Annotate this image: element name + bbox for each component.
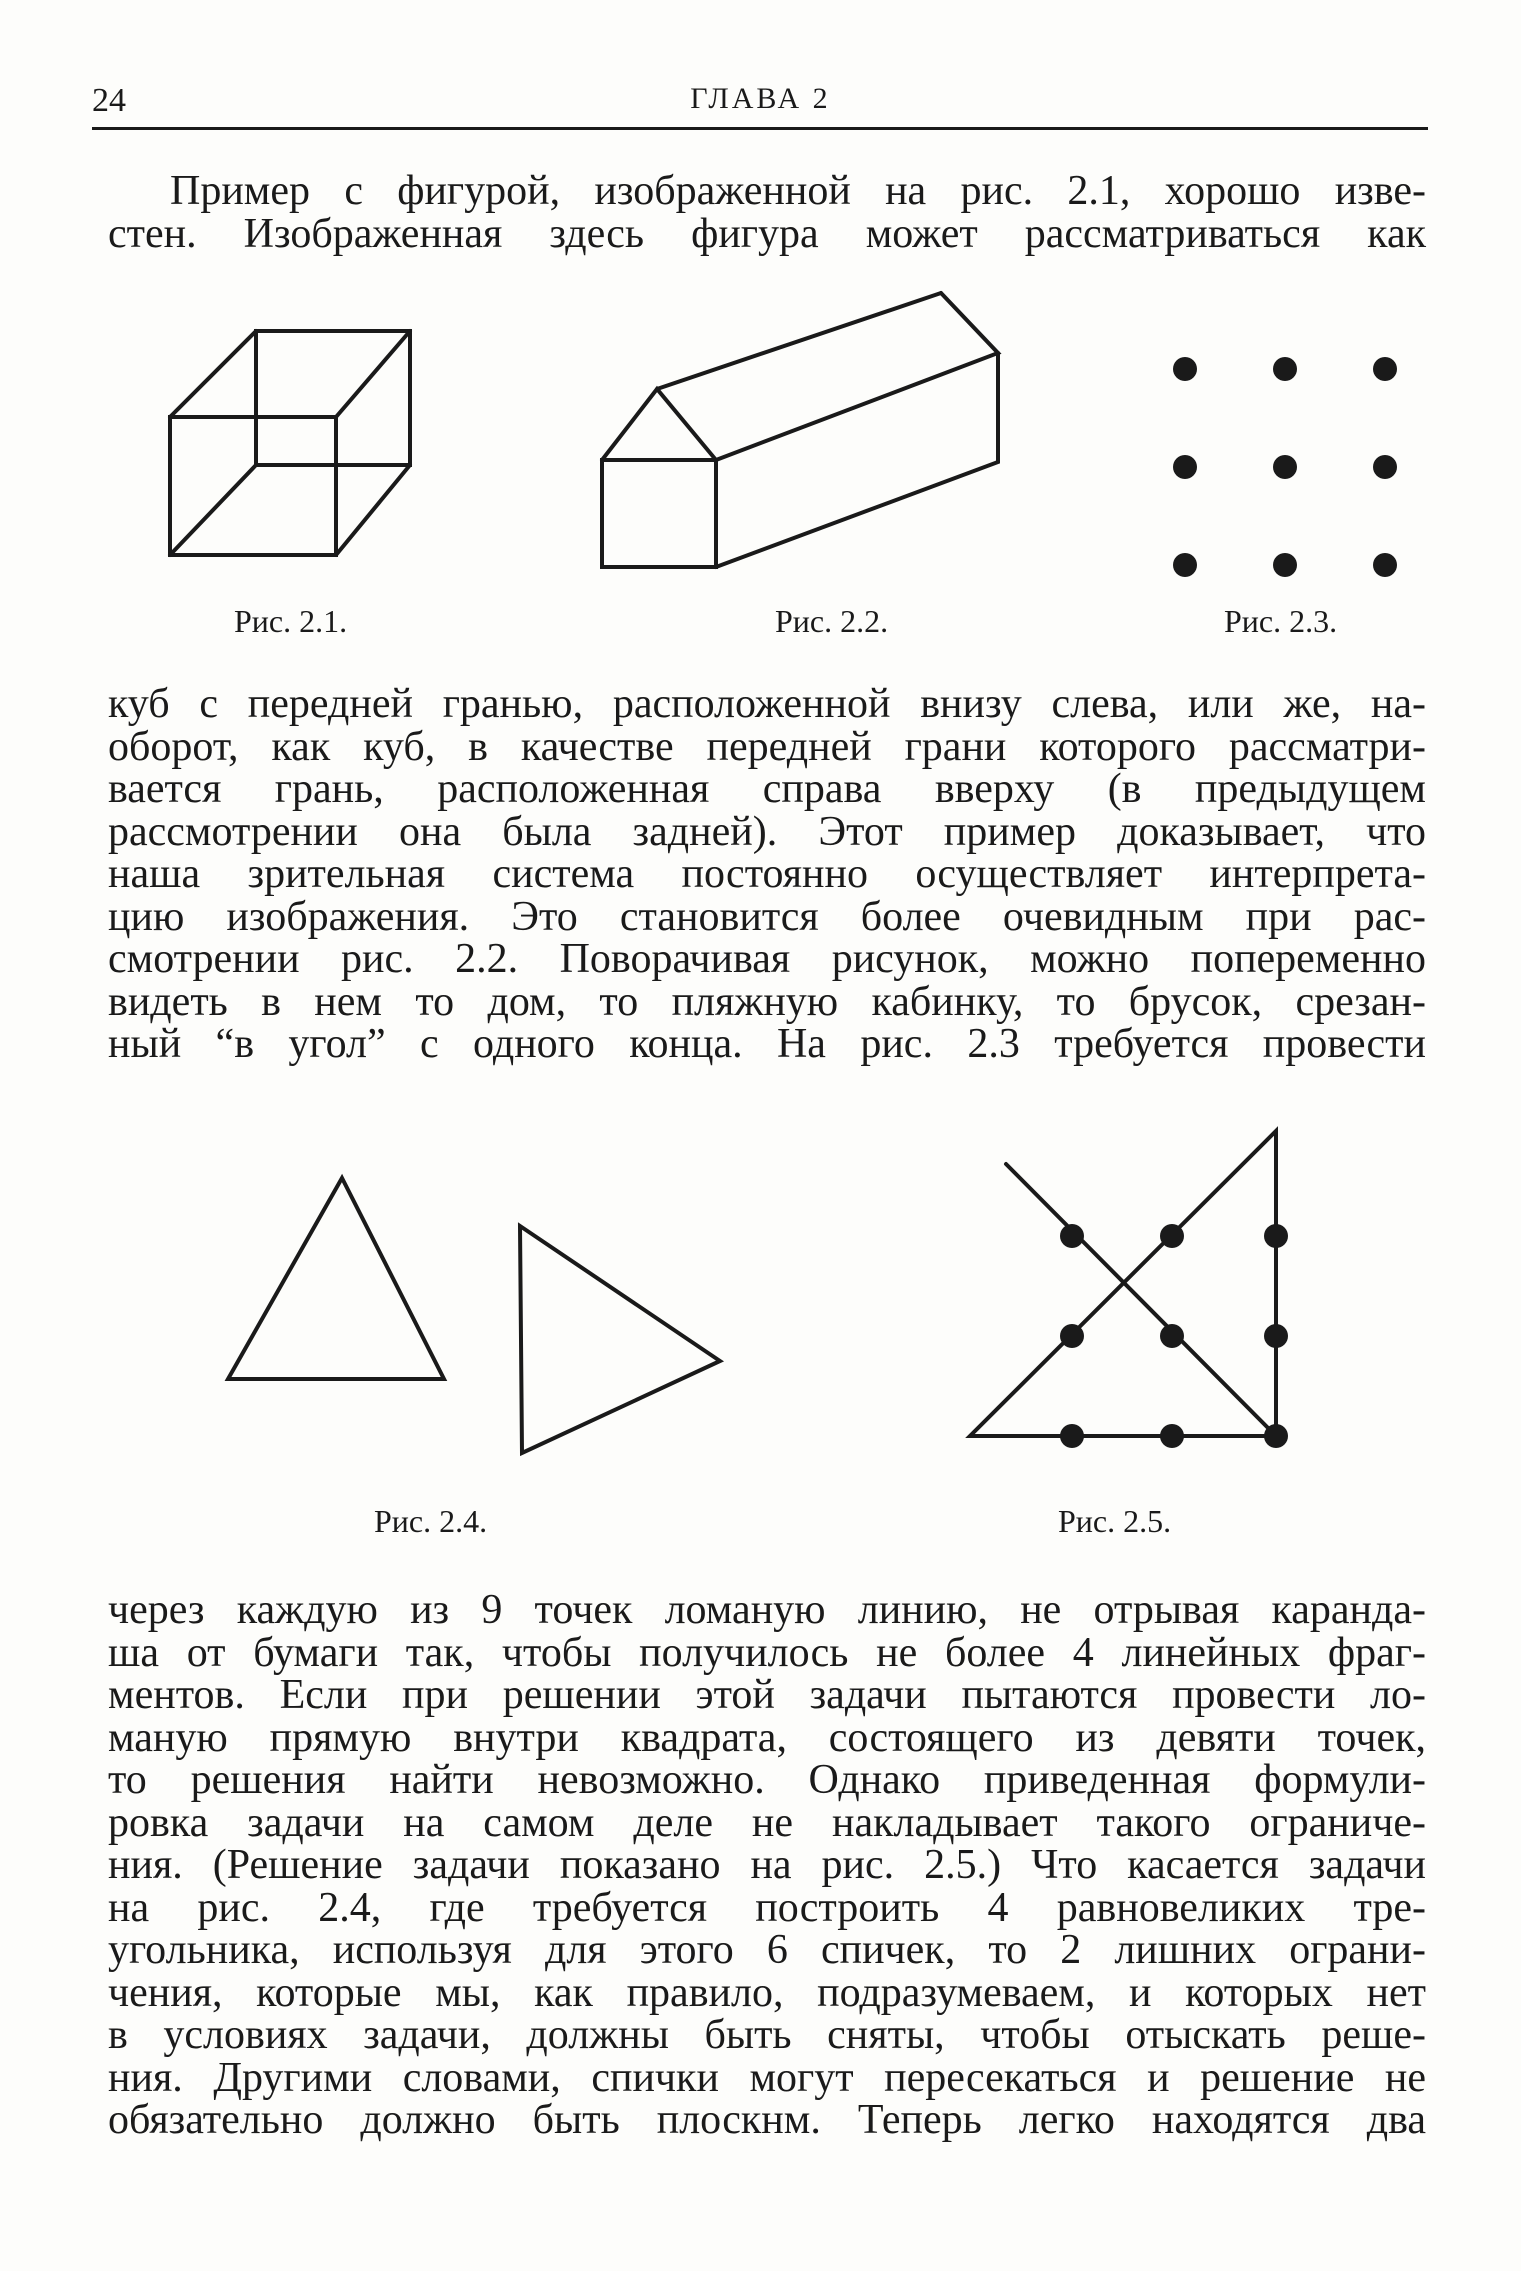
text-line: чения, которые мы, как правило, подразумеваем, и которых нет	[108, 1969, 1426, 2016]
running-head: ГЛАВА 2	[690, 82, 831, 115]
dot	[1060, 1324, 1084, 1348]
cube-front-face	[170, 417, 336, 555]
text-line: через каждую из 9 точек ломаную линию, не отрывая каранда-	[108, 1587, 1426, 1633]
house-front-gable	[602, 389, 716, 460]
dot	[1160, 1224, 1184, 1248]
text-line: Пример с фигурой, изображенной на рис. 2.1, хорошо изве-	[170, 168, 1426, 214]
dot	[1173, 455, 1197, 479]
dot	[1160, 1424, 1184, 1448]
text-line: в условиях задачи, должны быть сняты, чтобы отыскать реше-	[108, 2012, 1426, 2058]
dot	[1273, 455, 1297, 479]
solution-path	[970, 1131, 1276, 1436]
dot	[1264, 1224, 1288, 1248]
paragraph-3	[108, 1589, 1426, 2142]
caption-fig-2-3: Рис. 2.3.	[1224, 603, 1338, 639]
dot	[1264, 1324, 1288, 1348]
caption-fig-2-1: Рис. 2.1.	[234, 603, 348, 639]
cube-back-face	[256, 331, 410, 465]
dot	[1173, 357, 1197, 381]
house-side-wall	[716, 353, 998, 567]
caption-fig-2-4: Рис. 2.4.	[374, 1503, 488, 1539]
text-line: стен. Изображенная здесь фигура может рассматриваться как	[108, 210, 1426, 257]
dot	[1273, 553, 1297, 577]
text-line: вается грань, расположенная справа вверху (в предыдущем	[108, 766, 1426, 812]
text-line: ния. Другими словами, спички могут пересекаться и решение не	[108, 2054, 1426, 2101]
text-line: цию изображения. Это становится более очевидным при рас-	[108, 893, 1426, 940]
dot	[1264, 1424, 1288, 1448]
text-line: ша от бумаги так, чтобы получилось не более 4 линейных фраг-	[108, 1629, 1426, 1676]
page-number: 24	[92, 82, 126, 119]
text-line: то решения найти невозможно. Однако приведенная формули-	[108, 1757, 1426, 1803]
text-line: ный “в угол” с одного конца. На рис. 2.3 требуется провести	[108, 1021, 1426, 1067]
cube-edge	[170, 465, 256, 555]
dot	[1173, 553, 1197, 577]
figure-2-1-cube	[160, 320, 430, 570]
text-line: рассмотрении она была задней). Этот пример доказывает, что	[108, 808, 1426, 855]
text-line: обязательно должно быть плоскнм. Теперь легко находятся два	[108, 2097, 1426, 2143]
figure-2-4-triangles	[220, 1170, 740, 1470]
paragraph-2	[108, 683, 1426, 1066]
figure-2-3-nine-dots	[1165, 355, 1415, 580]
triangle-upright	[228, 1178, 444, 1379]
house-ridge	[657, 293, 941, 389]
cube-edge	[336, 331, 410, 417]
text-line: смотрении рис. 2.2. Поворачивая рисунок, можно попеременно	[108, 936, 1426, 982]
text-line: маную прямую внутри квадрата, состоящего из девяти точек,	[108, 1714, 1426, 1761]
text-line: угольника, используя для этого 6 спичек, то 2 лишних ограни-	[108, 1927, 1426, 1973]
cube-edge	[336, 465, 410, 555]
text-line: на рис. 2.4, где требуется построить 4 равновеликих тре-	[108, 1884, 1426, 1931]
text-line: видеть в нем то дом, то пляжную кабинку, то брусок, срезан-	[108, 978, 1426, 1025]
text-line: куб с передней гранью, расположенной внизу слева, или же, на-	[108, 681, 1426, 727]
house-front-wall	[602, 460, 716, 567]
dot	[1060, 1424, 1084, 1448]
caption-fig-2-5: Рис. 2.5.	[1058, 1503, 1172, 1539]
dot	[1373, 455, 1397, 479]
triangle-rotated	[520, 1226, 720, 1453]
text-line: ния. (Решение задачи показано на рис. 2.5.) Что касается задачи	[108, 1842, 1426, 1888]
header-rule	[92, 127, 1428, 130]
dot	[1060, 1224, 1084, 1248]
dot	[1373, 357, 1397, 381]
house-roof-side	[716, 293, 998, 460]
text-line: ментов. Если при решении этой задачи пытаются провести ло-	[108, 1672, 1426, 1718]
dot	[1373, 553, 1397, 577]
figure-2-5-solution	[950, 1120, 1300, 1460]
text-line: ровка задачи на самом деле не накладывает такого ограниче-	[108, 1799, 1426, 1846]
cube-edge	[170, 331, 256, 417]
caption-fig-2-2: Рис. 2.2.	[775, 603, 889, 639]
text-line: оборот, как куб, в качестве передней грани которого рассматри-	[108, 723, 1426, 770]
figure-2-2-house	[590, 285, 1020, 585]
dot	[1160, 1324, 1184, 1348]
dot	[1273, 357, 1297, 381]
text-line: наша зрительная система постоянно осуществляет интерпрета-	[108, 851, 1426, 897]
paragraph-1	[108, 170, 1426, 255]
